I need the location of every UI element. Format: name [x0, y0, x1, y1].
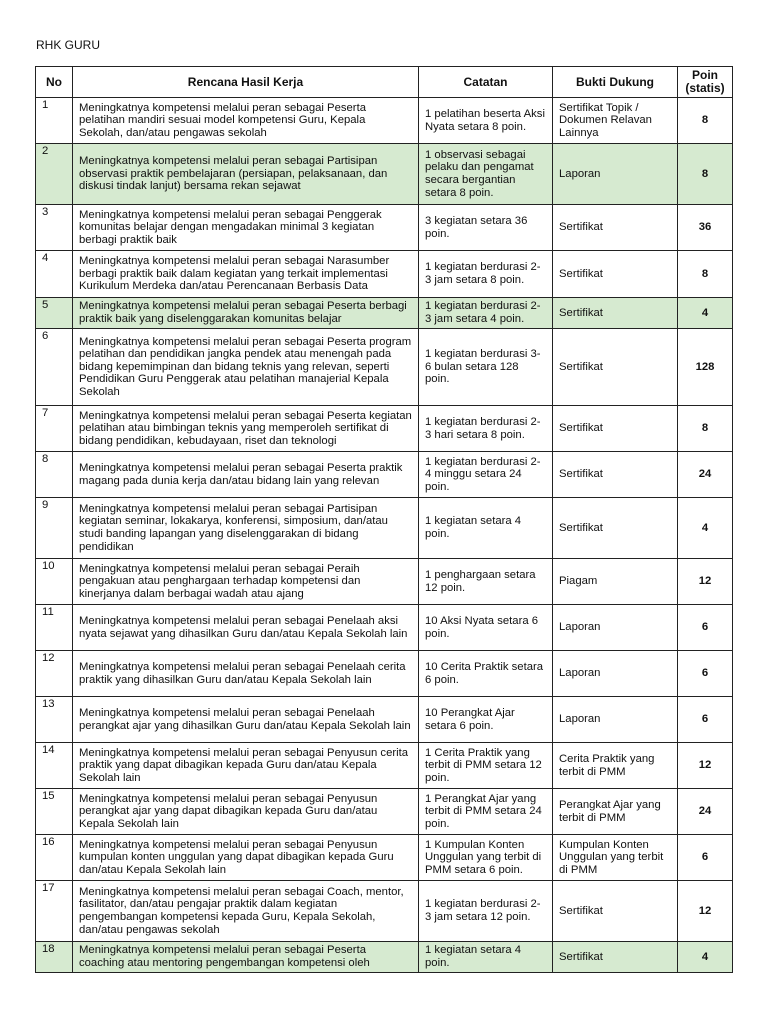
row-no: 18 [36, 942, 73, 973]
row-catatan: 3 kegiatan setara 36 poin. [419, 205, 553, 251]
row-bukti: Sertifikat [553, 406, 678, 452]
row-poin: 12 [678, 881, 733, 942]
row-rencana: Meningkatnya kompetensi melalui peran sebagai Peserta kegiatan pelatihan atau bimbingan teknis yang memperoleh sertifikat di bidang pendidikan, kebudayaan, riset dan teknologi [73, 406, 419, 452]
row-bukti: Laporan [553, 697, 678, 743]
row-catatan: 1 kegiatan setara 4 poin. [419, 942, 553, 973]
row-rencana: Meningkatnya kompetensi melalui peran sebagai Narasumber berbagi praktik baik dalam kegiatan yang terkait implementasi Kurikulum Merdeka dan/atau Perencanaan Berbasis Data [73, 251, 419, 298]
table-row [36, 697, 733, 743]
row-no: 10 [36, 559, 73, 605]
document-title: RHK GURU [36, 38, 101, 52]
header-poin: Poin (statis) [678, 67, 733, 98]
table-row [36, 205, 733, 251]
row-catatan: 1 kegiatan setara 4 poin. [419, 498, 553, 559]
row-catatan: 10 Cerita Praktik setara 6 poin. [419, 651, 553, 697]
row-catatan: 1 observasi sebagai pelaku dan pengamat secara bergantian setara 8 poin. [419, 144, 553, 205]
table-row [36, 251, 733, 298]
row-rencana: Meningkatnya kompetensi melalui peran sebagai Penyusun kumpulan konten unggulan yang dapat dibagikan kepada Guru dan/atau Kepala Sekolah lain [73, 835, 419, 881]
table-row [36, 789, 733, 835]
row-catatan: 1 pelatihan beserta Aksi Nyata setara 8 poin. [419, 98, 553, 144]
row-catatan: 1 kegiatan berdurasi 2-3 jam setara 4 poin. [419, 298, 553, 329]
row-poin: 36 [678, 205, 733, 251]
row-bukti: Sertifikat [553, 881, 678, 942]
row-rencana: Meningkatnya kompetensi melalui peran sebagai Penyusun cerita praktik yang dapat dibagikan kepada Guru dan/atau Kepala Sekolah lain [73, 743, 419, 789]
row-poin: 6 [678, 835, 733, 881]
row-catatan: 10 Aksi Nyata setara 6 poin. [419, 605, 553, 651]
row-poin: 24 [678, 452, 733, 498]
row-rencana: Meningkatnya kompetensi melalui peran sebagai Peserta berbagi praktik baik yang diselenggarakan komunitas belajar [73, 298, 419, 329]
row-catatan: 1 penghargaan setara 12 poin. [419, 559, 553, 605]
row-poin: 6 [678, 651, 733, 697]
row-poin: 4 [678, 942, 733, 973]
row-no: 14 [36, 743, 73, 789]
row-rencana: Meningkatnya kompetensi melalui peran sebagai Peserta program pelatihan dan pendidikan jangka pendek atau menengah pada bidang kepemimpinan dan bidang teknis yang relevan, seperti Pendidikan Guru Penggerak atau pelatihan manajerial Kepala Sekolah [73, 329, 419, 406]
row-bukti: Sertifikat [553, 498, 678, 559]
row-bukti: Sertifikat [553, 329, 678, 406]
row-no: 17 [36, 881, 73, 942]
row-no: 7 [36, 406, 73, 452]
row-no: 2 [36, 144, 73, 205]
row-poin: 12 [678, 743, 733, 789]
row-rencana: Meningkatnya kompetensi melalui peran sebagai Peserta coaching atau mentoring pengembangan kompetensi oleh [73, 942, 419, 973]
row-rencana: Meningkatnya kompetensi melalui peran sebagai Peserta pelatihan mandiri sesuai model kompetensi Guru, Kepala Sekolah, dan/atau pengawas sekolah [73, 98, 419, 144]
row-bukti: Laporan [553, 651, 678, 697]
rhk-table [35, 66, 733, 973]
row-bukti: Sertifikat [553, 942, 678, 973]
row-bukti: Cerita Praktik yang terbit di PMM [553, 743, 678, 789]
row-poin: 4 [678, 498, 733, 559]
table-row [36, 605, 733, 651]
table-row [36, 329, 733, 406]
row-bukti: Sertifikat [553, 298, 678, 329]
row-catatan: 1 kegiatan berdurasi 2-3 hari setara 8 poin. [419, 406, 553, 452]
table-header-row [36, 67, 733, 98]
row-catatan: 1 kegiatan berdurasi 2-3 jam setara 8 poin. [419, 251, 553, 298]
table-row [36, 743, 733, 789]
row-catatan: 1 kegiatan berdurasi 3-6 bulan setara 128 poin. [419, 329, 553, 406]
row-poin: 8 [678, 144, 733, 205]
row-rencana: Meningkatnya kompetensi melalui peran sebagai Penelaah cerita praktik yang dihasilkan Guru dan/atau Kepala Sekolah lain [73, 651, 419, 697]
table-row [36, 498, 733, 559]
header-no: No [36, 67, 73, 98]
row-bukti: Laporan [553, 144, 678, 205]
row-bukti: Laporan [553, 605, 678, 651]
row-rencana: Meningkatnya kompetensi melalui peran sebagai Coach, mentor, fasilitator, dan/atau pengajar praktik dalam kegiatan pengembangan kompetensi kepada Guru, Kepala Sekolah, dan/atau pengawas sekolah [73, 881, 419, 942]
row-rencana: Meningkatnya kompetensi melalui peran sebagai Penggerak komunitas belajar dengan mengadakan minimal 3 kegiatan berbagi praktik baik [73, 205, 419, 251]
row-catatan: 1 Perangkat Ajar yang terbit di PMM setara 24 poin. [419, 789, 553, 835]
header-bukti-dukung: Bukti Dukung [553, 67, 678, 98]
row-bukti: Sertifikat [553, 452, 678, 498]
row-poin: 128 [678, 329, 733, 406]
table-row [36, 651, 733, 697]
table-row [36, 835, 733, 881]
table-row [36, 452, 733, 498]
row-rencana: Meningkatnya kompetensi melalui peran sebagai Peraih pengakuan atau penghargaan terhadap kompetensi dan kinerjanya dalam berbagai wadah atau ajang [73, 559, 419, 605]
row-no: 5 [36, 298, 73, 329]
row-poin: 8 [678, 251, 733, 298]
row-poin: 4 [678, 298, 733, 329]
row-no: 15 [36, 789, 73, 835]
row-rencana: Meningkatnya kompetensi melalui peran sebagai Partisipan kegiatan seminar, lokakarya, konferensi, simposium, dan/atau studi banding lapangan yang diselenggarakan di bidang pendidikan [73, 498, 419, 559]
table-row [36, 942, 733, 973]
row-bukti: Perangkat Ajar yang terbit di PMM [553, 789, 678, 835]
table-row [36, 144, 733, 205]
row-poin: 8 [678, 406, 733, 452]
row-no: 4 [36, 251, 73, 298]
header-rencana-hasil-kerja: Rencana Hasil Kerja [73, 67, 419, 98]
row-catatan: 1 Kumpulan Konten Unggulan yang terbit di PMM setara 6 poin. [419, 835, 553, 881]
row-rencana: Meningkatnya kompetensi melalui peran sebagai Penelaah perangkat ajar yang dihasilkan Guru dan/atau Kepala Sekolah lain [73, 697, 419, 743]
row-no: 1 [36, 98, 73, 144]
row-rencana: Meningkatnya kompetensi melalui peran sebagai Partisipan observasi praktik pembelajaran (persiapan, pelaksanaan, dan diskusi tindak lanjut) bersama rekan sejawat [73, 144, 419, 205]
row-bukti: Sertifikat [553, 251, 678, 298]
row-no: 13 [36, 697, 73, 743]
row-poin: 6 [678, 605, 733, 651]
row-poin: 12 [678, 559, 733, 605]
table-row [36, 559, 733, 605]
row-bukti: Sertifikat Topik / Dokumen Relavan Lainnya [553, 98, 678, 144]
row-catatan: 1 kegiatan berdurasi 2-3 jam setara 12 poin. [419, 881, 553, 942]
row-poin: 8 [678, 98, 733, 144]
row-rencana: Meningkatnya kompetensi melalui peran sebagai Penyusun perangkat ajar yang dapat dibagikan kepada Guru dan/atau Kepala Sekolah lain [73, 789, 419, 835]
table-row [36, 406, 733, 452]
row-rencana: Meningkatnya kompetensi melalui peran sebagai Penelaah aksi nyata sejawat yang dihasilkan Guru dan/atau Kepala Sekolah lain [73, 605, 419, 651]
row-catatan: 1 kegiatan berdurasi 2-4 minggu setara 24 poin. [419, 452, 553, 498]
row-no: 6 [36, 329, 73, 406]
row-no: 8 [36, 452, 73, 498]
row-no: 3 [36, 205, 73, 251]
row-no: 11 [36, 605, 73, 651]
table-row [36, 298, 733, 329]
row-catatan: 10 Perangkat Ajar setara 6 poin. [419, 697, 553, 743]
header-catatan: Catatan [419, 67, 553, 98]
row-no: 12 [36, 651, 73, 697]
table-row [36, 881, 733, 942]
row-poin: 24 [678, 789, 733, 835]
row-bukti: Piagam [553, 559, 678, 605]
row-no: 16 [36, 835, 73, 881]
row-bukti: Sertifikat [553, 205, 678, 251]
row-rencana: Meningkatnya kompetensi melalui peran sebagai Peserta praktik magang pada dunia kerja dan/atau bidang lain yang relevan [73, 452, 419, 498]
row-bukti: Kumpulan Konten Unggulan yang terbit di PMM [553, 835, 678, 881]
row-poin: 6 [678, 697, 733, 743]
row-catatan: 1 Cerita Praktik yang terbit di PMM setara 12 poin. [419, 743, 553, 789]
table-row [36, 98, 733, 144]
row-no: 9 [36, 498, 73, 559]
